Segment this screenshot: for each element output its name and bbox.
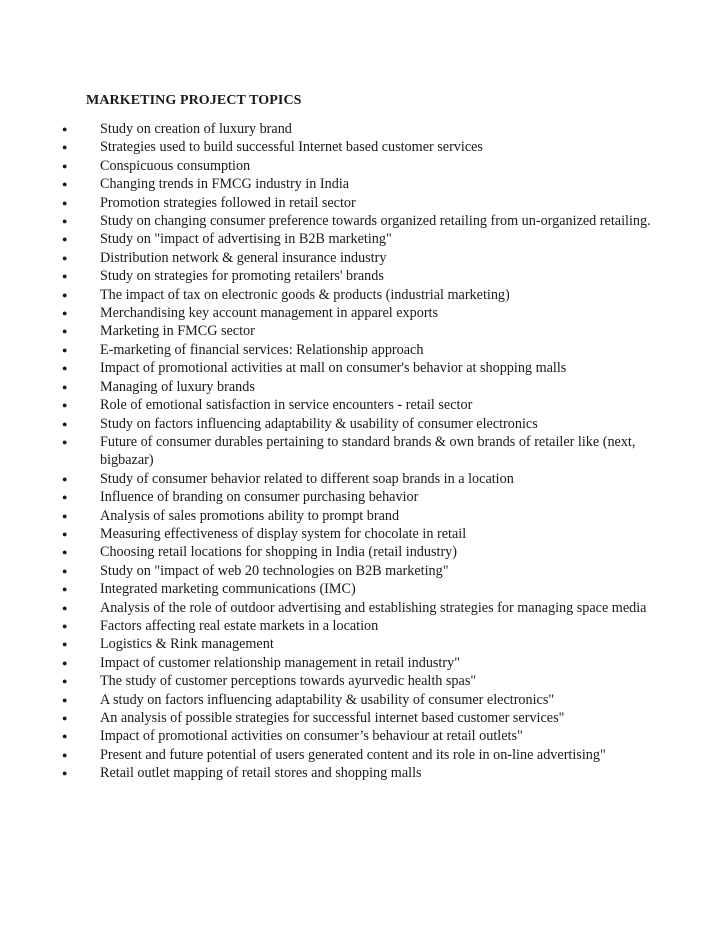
list-item-text: Future of consumer durables pertaining to standard brands & own brands of retailer like (next, bigbazar) bbox=[100, 433, 636, 469]
list-item bbox=[0, 727, 728, 745]
page-title: MARKETING PROJECT TOPICS bbox=[86, 93, 302, 108]
bullet-icon: ● bbox=[62, 234, 68, 245]
list-item-text: Analysis of sales promotions ability to prompt brand bbox=[100, 507, 400, 524]
bullet-icon: ● bbox=[62, 124, 68, 134]
list-item bbox=[0, 617, 728, 635]
bullet-icon: ● bbox=[62, 197, 68, 208]
bullet-icon: ● bbox=[62, 289, 68, 300]
list-item-text: Study of consumer behavior related to different soap brands in a location bbox=[100, 470, 514, 487]
list-item-text: Study on factors influencing adaptability & usability of consumer electronics bbox=[100, 415, 538, 432]
list-item bbox=[0, 580, 728, 598]
list-item bbox=[0, 746, 728, 764]
list-item bbox=[0, 543, 728, 561]
list-item bbox=[0, 415, 728, 433]
list-item-text: Present and future potential of users generated content and its role in on-line advertising" bbox=[100, 746, 606, 763]
list-item bbox=[0, 378, 728, 396]
list-item-text: Changing trends in FMCG industry in India bbox=[100, 176, 350, 193]
list-item-text: Managing of luxury brands bbox=[100, 378, 255, 395]
bullet-icon: ● bbox=[62, 510, 68, 521]
bullet-icon: ● bbox=[62, 602, 68, 613]
list-item bbox=[0, 120, 728, 138]
list-item bbox=[0, 672, 728, 690]
bullet-icon: ● bbox=[62, 731, 68, 742]
list-item-text: A study on factors influencing adaptability & usability of consumer electronics" bbox=[100, 691, 555, 708]
bullet-icon: ● bbox=[62, 657, 68, 668]
list-item bbox=[0, 157, 728, 175]
bullet-icon: ● bbox=[62, 492, 68, 503]
bullet-icon: ● bbox=[62, 179, 68, 190]
list-item-text: Integrated marketing communications (IMC) bbox=[100, 581, 356, 598]
list-item bbox=[0, 507, 728, 525]
bullet-icon: ● bbox=[62, 418, 68, 429]
list-item bbox=[0, 764, 728, 782]
list-item bbox=[0, 304, 728, 322]
bullet-icon: ● bbox=[62, 326, 68, 337]
bullet-icon: ● bbox=[62, 584, 68, 595]
list-item-text: Study on strategies for promoting retailers' brands bbox=[100, 268, 384, 285]
list-item bbox=[0, 194, 728, 212]
list-item-text: Merchandising key account management in apparel exports bbox=[100, 305, 439, 322]
bullet-icon: ● bbox=[62, 547, 68, 558]
list-item-text: Logistics & Rink management bbox=[100, 636, 274, 653]
bullet-icon: ● bbox=[62, 160, 68, 171]
bullet-icon: ● bbox=[62, 363, 68, 374]
list-item bbox=[0, 470, 728, 488]
bullet-icon: ● bbox=[62, 620, 68, 631]
list-item bbox=[0, 249, 728, 267]
list-item-text: The impact of tax on electronic goods & products (industrial marketing) bbox=[100, 286, 510, 303]
bullet-icon: ● bbox=[62, 676, 68, 687]
list-item bbox=[0, 635, 728, 653]
bullet-icon: ● bbox=[62, 713, 68, 723]
bullet-icon: ● bbox=[62, 142, 68, 153]
list-item-text: Study on "impact of advertising in B2B marketing" bbox=[100, 231, 392, 248]
list-item-text: Factors affecting real estate markets in a location bbox=[100, 617, 379, 634]
list-item bbox=[0, 359, 728, 377]
bullet-icon: ● bbox=[62, 528, 68, 539]
list-item-text: Strategies used to build successful Internet based customer services bbox=[100, 139, 483, 156]
list-item bbox=[0, 341, 728, 359]
bullet-icon: ● bbox=[62, 436, 68, 447]
list-item-text: Study on "impact of web 20 technologies on B2B marketing" bbox=[100, 562, 449, 579]
bullet-icon: ● bbox=[62, 344, 68, 355]
list-item bbox=[0, 230, 728, 248]
list-item bbox=[0, 599, 728, 617]
list-item-text: Analysis of the role of outdoor advertising and establishing strategies for managing space media bbox=[100, 599, 647, 616]
list-item-text: Retail outlet mapping of retail stores and shopping malls bbox=[100, 765, 422, 782]
list-item-text: Study on creation of luxury brand bbox=[100, 121, 292, 137]
bullet-icon: ● bbox=[62, 749, 68, 760]
topic-list bbox=[0, 120, 728, 783]
list-item-text: Impact of promotional activities at mall on consumer's behavior at shopping malls bbox=[100, 360, 567, 377]
list-item bbox=[0, 138, 728, 156]
bullet-icon: ● bbox=[62, 271, 68, 282]
bullet-icon: ● bbox=[62, 473, 68, 484]
list-item bbox=[0, 691, 728, 709]
bullet-icon: ● bbox=[62, 694, 68, 705]
list-item-text: Measuring effectiveness of display system for chocolate in retail bbox=[100, 525, 467, 542]
list-item bbox=[0, 709, 728, 727]
list-item-text: E-marketing of financial services: Relationship approach bbox=[100, 341, 424, 358]
bullet-icon: ● bbox=[62, 639, 68, 650]
list-item bbox=[0, 267, 728, 285]
list-item bbox=[0, 433, 728, 470]
bullet-icon: ● bbox=[62, 565, 68, 576]
list-item-text: Impact of promotional activities on consumer’s behaviour at retail outlets" bbox=[100, 728, 523, 745]
list-item-text: Influence of branding on consumer purchasing behavior bbox=[100, 489, 419, 506]
bullet-icon: ● bbox=[62, 768, 68, 779]
list-item bbox=[0, 525, 728, 543]
list-item bbox=[0, 175, 728, 193]
list-item-text: Promotion strategies followed in retail sector bbox=[100, 194, 356, 211]
bullet-icon: ● bbox=[62, 216, 68, 227]
list-item bbox=[0, 654, 728, 672]
list-item-text: Impact of customer relationship management in retail industry" bbox=[100, 654, 460, 671]
bullet-icon: ● bbox=[62, 400, 68, 411]
list-item bbox=[0, 396, 728, 414]
list-item-text: Study on changing consumer preference towards organized retailing from un-organized retailing. bbox=[100, 213, 651, 230]
list-item bbox=[0, 212, 728, 230]
list-item-text: Marketing in FMCG sector bbox=[100, 323, 255, 340]
bullet-icon: ● bbox=[62, 252, 68, 263]
list-item-text: Role of emotional satisfaction in service encounters - retail sector bbox=[100, 397, 473, 414]
list-item-text: An analysis of possible strategies for successful internet based customer services" bbox=[100, 710, 565, 726]
bullet-icon: ● bbox=[62, 308, 68, 319]
list-item bbox=[0, 562, 728, 580]
list-item-text: Distribution network & general insurance industry bbox=[100, 249, 387, 266]
list-item-text: The study of customer perceptions towards ayurvedic health spas" bbox=[100, 673, 477, 690]
list-item-text: Choosing retail locations for shopping in India (retail industry) bbox=[100, 544, 457, 561]
bullet-icon: ● bbox=[62, 381, 68, 392]
list-item-text: Conspicuous consumption bbox=[100, 157, 251, 174]
list-item bbox=[0, 322, 728, 340]
list-item bbox=[0, 286, 728, 304]
list-item bbox=[0, 488, 728, 506]
